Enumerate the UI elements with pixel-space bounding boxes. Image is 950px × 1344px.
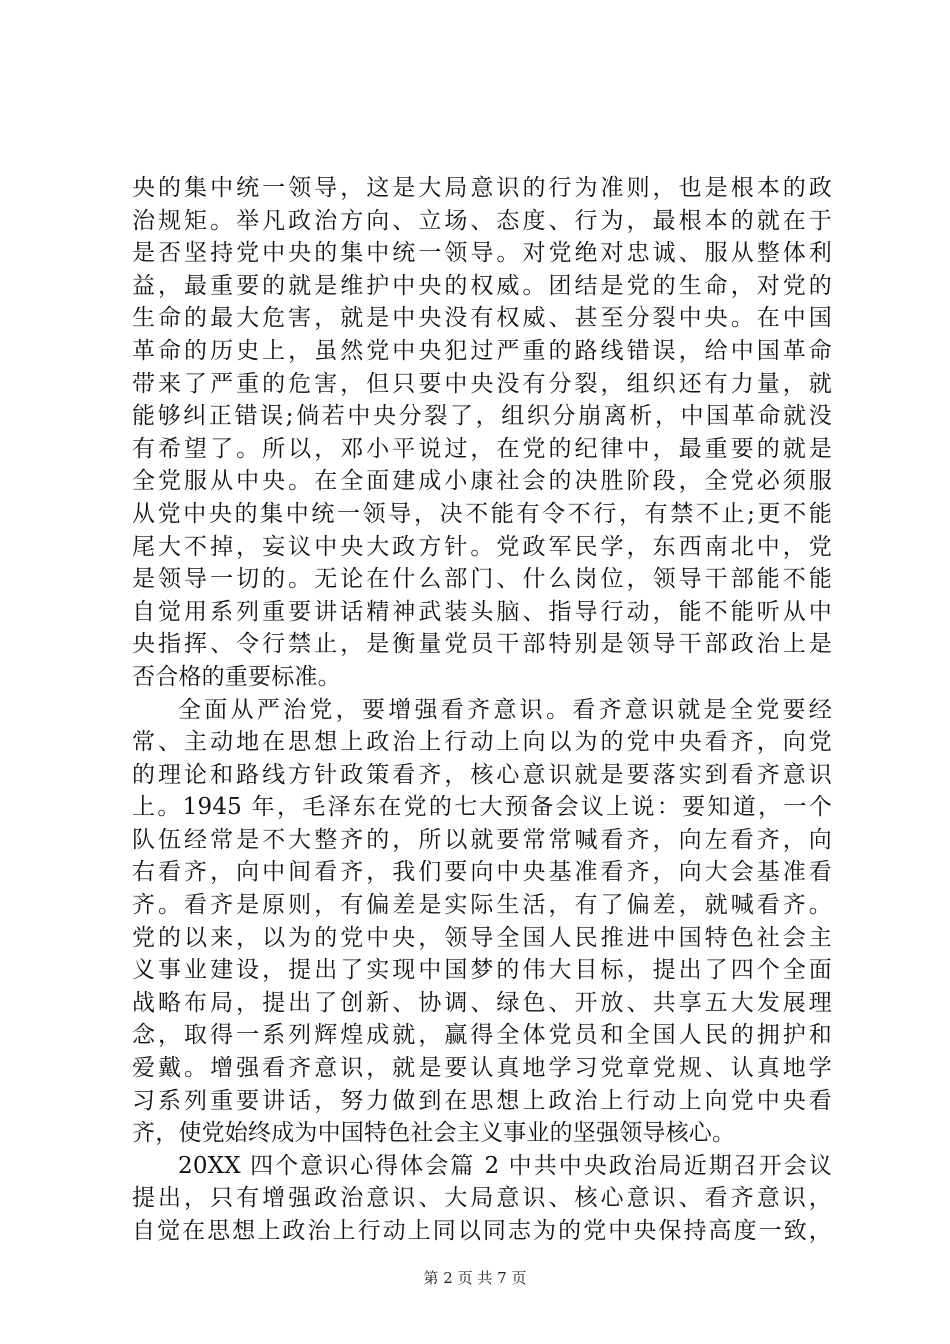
- text-line: 从党中央的集中统一领导，决不能有令不行，有禁不止;更不能: [132, 500, 832, 527]
- text-line: 是否坚持党中央的集中统一领导。对党绝对忠诚、服从整体利: [132, 240, 832, 267]
- text-line: 革命的历史上，虽然党中央犯过严重的路线错误，给中国革命: [132, 337, 832, 364]
- text-line: 齐，使党始终成为中国特色社会主义事业的坚强领导核心。: [132, 1120, 736, 1147]
- page-footer: 第 2 页 共 7 页: [423, 1269, 527, 1287]
- text-line: 全面从严治党，要增强看齐意识。看齐意识就是全党要经: [178, 696, 832, 723]
- text-line: 央指挥、令行禁止，是衡量党员干部特别是领导干部政治上是: [132, 631, 832, 658]
- text-line: 自觉在思想上政治上行动上同以同志为的党中央保持高度一致，: [132, 1218, 832, 1244]
- text-line: 战略布局，提出了创新、协调、绿色、开放、共享五大发展理: [132, 989, 832, 1016]
- text-line: 上。1945 年，毛泽东在党的七大预备会议上说：要知道，一个: [132, 794, 832, 821]
- text-line: 有希望了。所以，邓小平说过，在党的纪律中，最重要的就是: [132, 435, 832, 462]
- text-line: 习系列重要讲话，努力做到在思想上政治上行动上向党中央看: [132, 1087, 832, 1114]
- text-line: 右看齐，向中间看齐，我们要向中央基准看齐，向大会基准看: [132, 859, 832, 886]
- text-line: 党的以来，以为的党中央，领导全国人民推进中国特色社会主: [132, 924, 832, 951]
- text-line: 爱戴。增强看齐意识，就是要认真地学习党章党规、认真地学: [132, 1055, 832, 1082]
- text-line: 尾大不掉，妄议中央大政方针。党政军民学，东西南北中，党: [132, 533, 832, 560]
- text-line: 带来了严重的危害，但只要中央没有分裂，组织还有力量，就: [132, 370, 832, 397]
- text-line: 队伍经常是不大整齐的，所以就要常常喊看齐，向左看齐，向: [132, 826, 832, 853]
- text-line: 自觉用系列重要讲话精神武装头脑、指导行动，能不能听从中: [132, 598, 832, 625]
- text-line: 央的集中统一领导，这是大局意识的行为准则，也是根本的政: [132, 175, 832, 201]
- text-line: 治规矩。举凡政治方向、立场、态度、行为，最根本的就在于: [132, 207, 832, 234]
- text-line: 提出，只有增强政治意识、大局意识、核心意识、看齐意识，: [132, 1185, 832, 1212]
- text-line: 否合格的重要标准。: [132, 663, 341, 690]
- text-line: 念，取得一系列辉煌成就，赢得全体党员和全国人民的拥护和: [132, 1022, 832, 1049]
- text-line: 益，最重要的就是维护中央的权威。团结是党的生命，对党的: [132, 272, 832, 299]
- text-line: 20XX 四个意识心得体会篇 2 中共中央政治局近期召开会议: [178, 1152, 832, 1179]
- text-line: 是领导一切的。无论在什么部门、什么岗位，领导干部能不能: [132, 566, 832, 593]
- text-line: 的理论和路线方针政策看齐，核心意识就是要落实到看齐意识: [132, 761, 832, 788]
- text-line: 能够纠正错误;倘若中央分裂了，组织分崩离析，中国革命就没: [132, 403, 832, 430]
- text-line: 齐。看齐是原则，有偏差是实际生活，有了偏差，就喊看齐。: [132, 892, 832, 919]
- document-body: [132, 172, 832, 1248]
- text-line: 义事业建设，提出了实现中国梦的伟大目标，提出了四个全面: [132, 957, 832, 984]
- text-line: 常、主动地在思想上政治上行动上向以为的党中央看齐，向党: [132, 729, 832, 756]
- text-line: 生命的最大危害，就是中央没有权威、甚至分裂中央。在中国: [132, 305, 832, 332]
- text-line: 全党服从中央。在全面建成小康社会的决胜阶段，全党必须服: [132, 468, 832, 495]
